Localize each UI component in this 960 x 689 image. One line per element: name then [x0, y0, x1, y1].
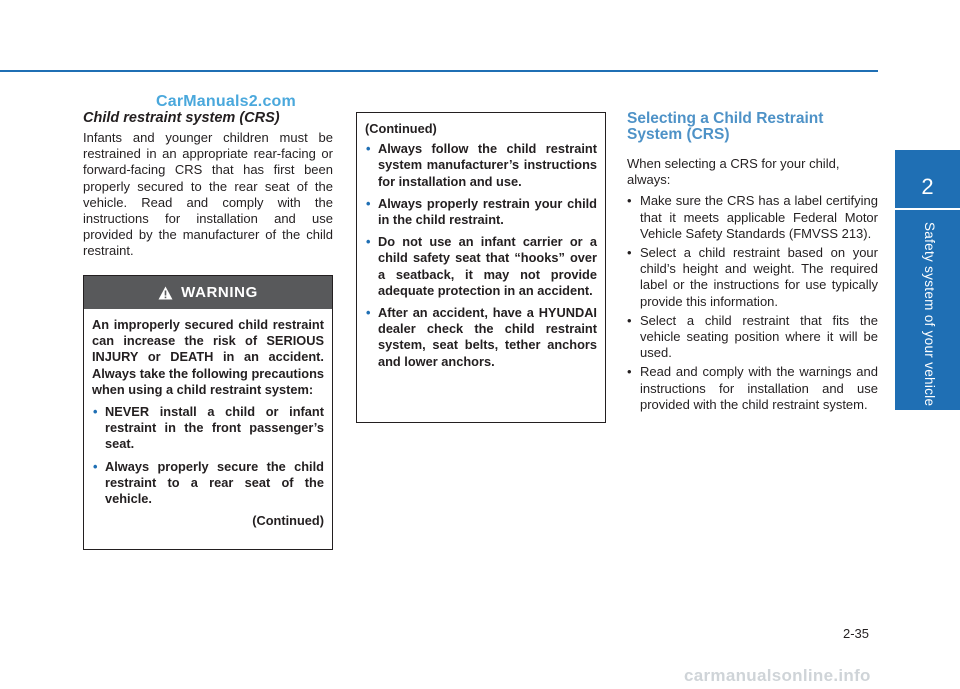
continued-warning-box [356, 112, 606, 423]
bullet-icon: • [366, 234, 371, 250]
continued-bullet: • Do not use an infant carrier or a child safety seat that “hooks” over a seatback, it may not provide adequate protection in an accident. [366, 234, 597, 298]
bullet-icon: • [366, 195, 371, 211]
warning-bullet: • Always properly secure the child restraint to a rear seat of the vehicle. [93, 458, 324, 507]
list-item: • Make sure the CRS has a label certifying that it meets applicable Federal Motor Vehicle Safety Standards (FMVSS 213). [627, 193, 878, 241]
bullet-icon: • [627, 312, 632, 328]
bullet-icon: • [627, 193, 632, 209]
warning-title: WARNING [181, 284, 258, 301]
bullet-icon: • [627, 245, 632, 261]
bullet-icon: • [366, 305, 371, 321]
top-rule [0, 70, 878, 72]
selecting-intro: When selecting a CRS for your child, always: [627, 156, 840, 188]
list-item: • Select a child restraint based on your child’s height and weight. The required label or the instructions for use typically provide this information. [627, 245, 878, 309]
watermark-top: CarManuals2.com [156, 93, 296, 110]
section-heading-selecting: Selecting a Child Restraint System (CRS) [627, 110, 824, 143]
bullet-icon: • [366, 141, 371, 157]
chapter-tab [895, 150, 960, 410]
continued-bullet: • After an accident, have a HYUNDAI dealer check the child restraint system, seat belts, tether anchors and lower anchors. [366, 305, 597, 369]
bullet-icon: • [93, 404, 98, 420]
warning-intro: An improperly secured child restraint can increase the risk of SERIOUS INJURY or DEATH in an accident. Always take the following precautions when using a child restraint system: [92, 317, 324, 397]
page-number: 2-35 [843, 626, 870, 641]
section-heading: Child restraint system (CRS) [83, 110, 280, 126]
list-item: • Select a child restraint that fits the vehicle seating position where it will be used. [627, 312, 878, 361]
warning-body [84, 309, 332, 529]
chapter-number: 2 [921, 174, 934, 199]
selecting-section [627, 111, 878, 416]
chapter-label: Safety system of your vehicle [922, 222, 937, 407]
continued-bullet: • Always follow the child restraint system manufacturer’s instructions for installation and use. [366, 141, 597, 189]
warning-header [84, 276, 332, 309]
bullet-icon: • [93, 458, 98, 474]
continued-heading: (Continued) [365, 121, 437, 136]
tab-divider [895, 208, 960, 210]
bullet-icon: • [627, 364, 632, 380]
watermark-bottom: carmanualsonline.info [684, 666, 871, 685]
intro-paragraph: Infants and younger children must be restrained in an appropriate rear-facing or forward-facing CRS that has first been properly secured to the rear seat of the vehicle. Read and comply with the instructions for installation and use provided by the manufacturer of the child restraint. [83, 130, 333, 259]
continued-body [357, 113, 605, 370]
warning-triangle-icon [158, 286, 173, 300]
continued-bullet: • Always properly restrain your child in the child restraint. [366, 195, 597, 228]
warning-bullet: • NEVER install a child or infant restraint in the front passenger’s seat. [93, 404, 324, 452]
continued-label: (Continued) [252, 513, 324, 529]
list-item: • Read and comply with the warnings and instructions for installation and use provided with the child restraint system. [627, 364, 878, 412]
intro-section [83, 110, 333, 260]
warning-box [83, 275, 333, 550]
